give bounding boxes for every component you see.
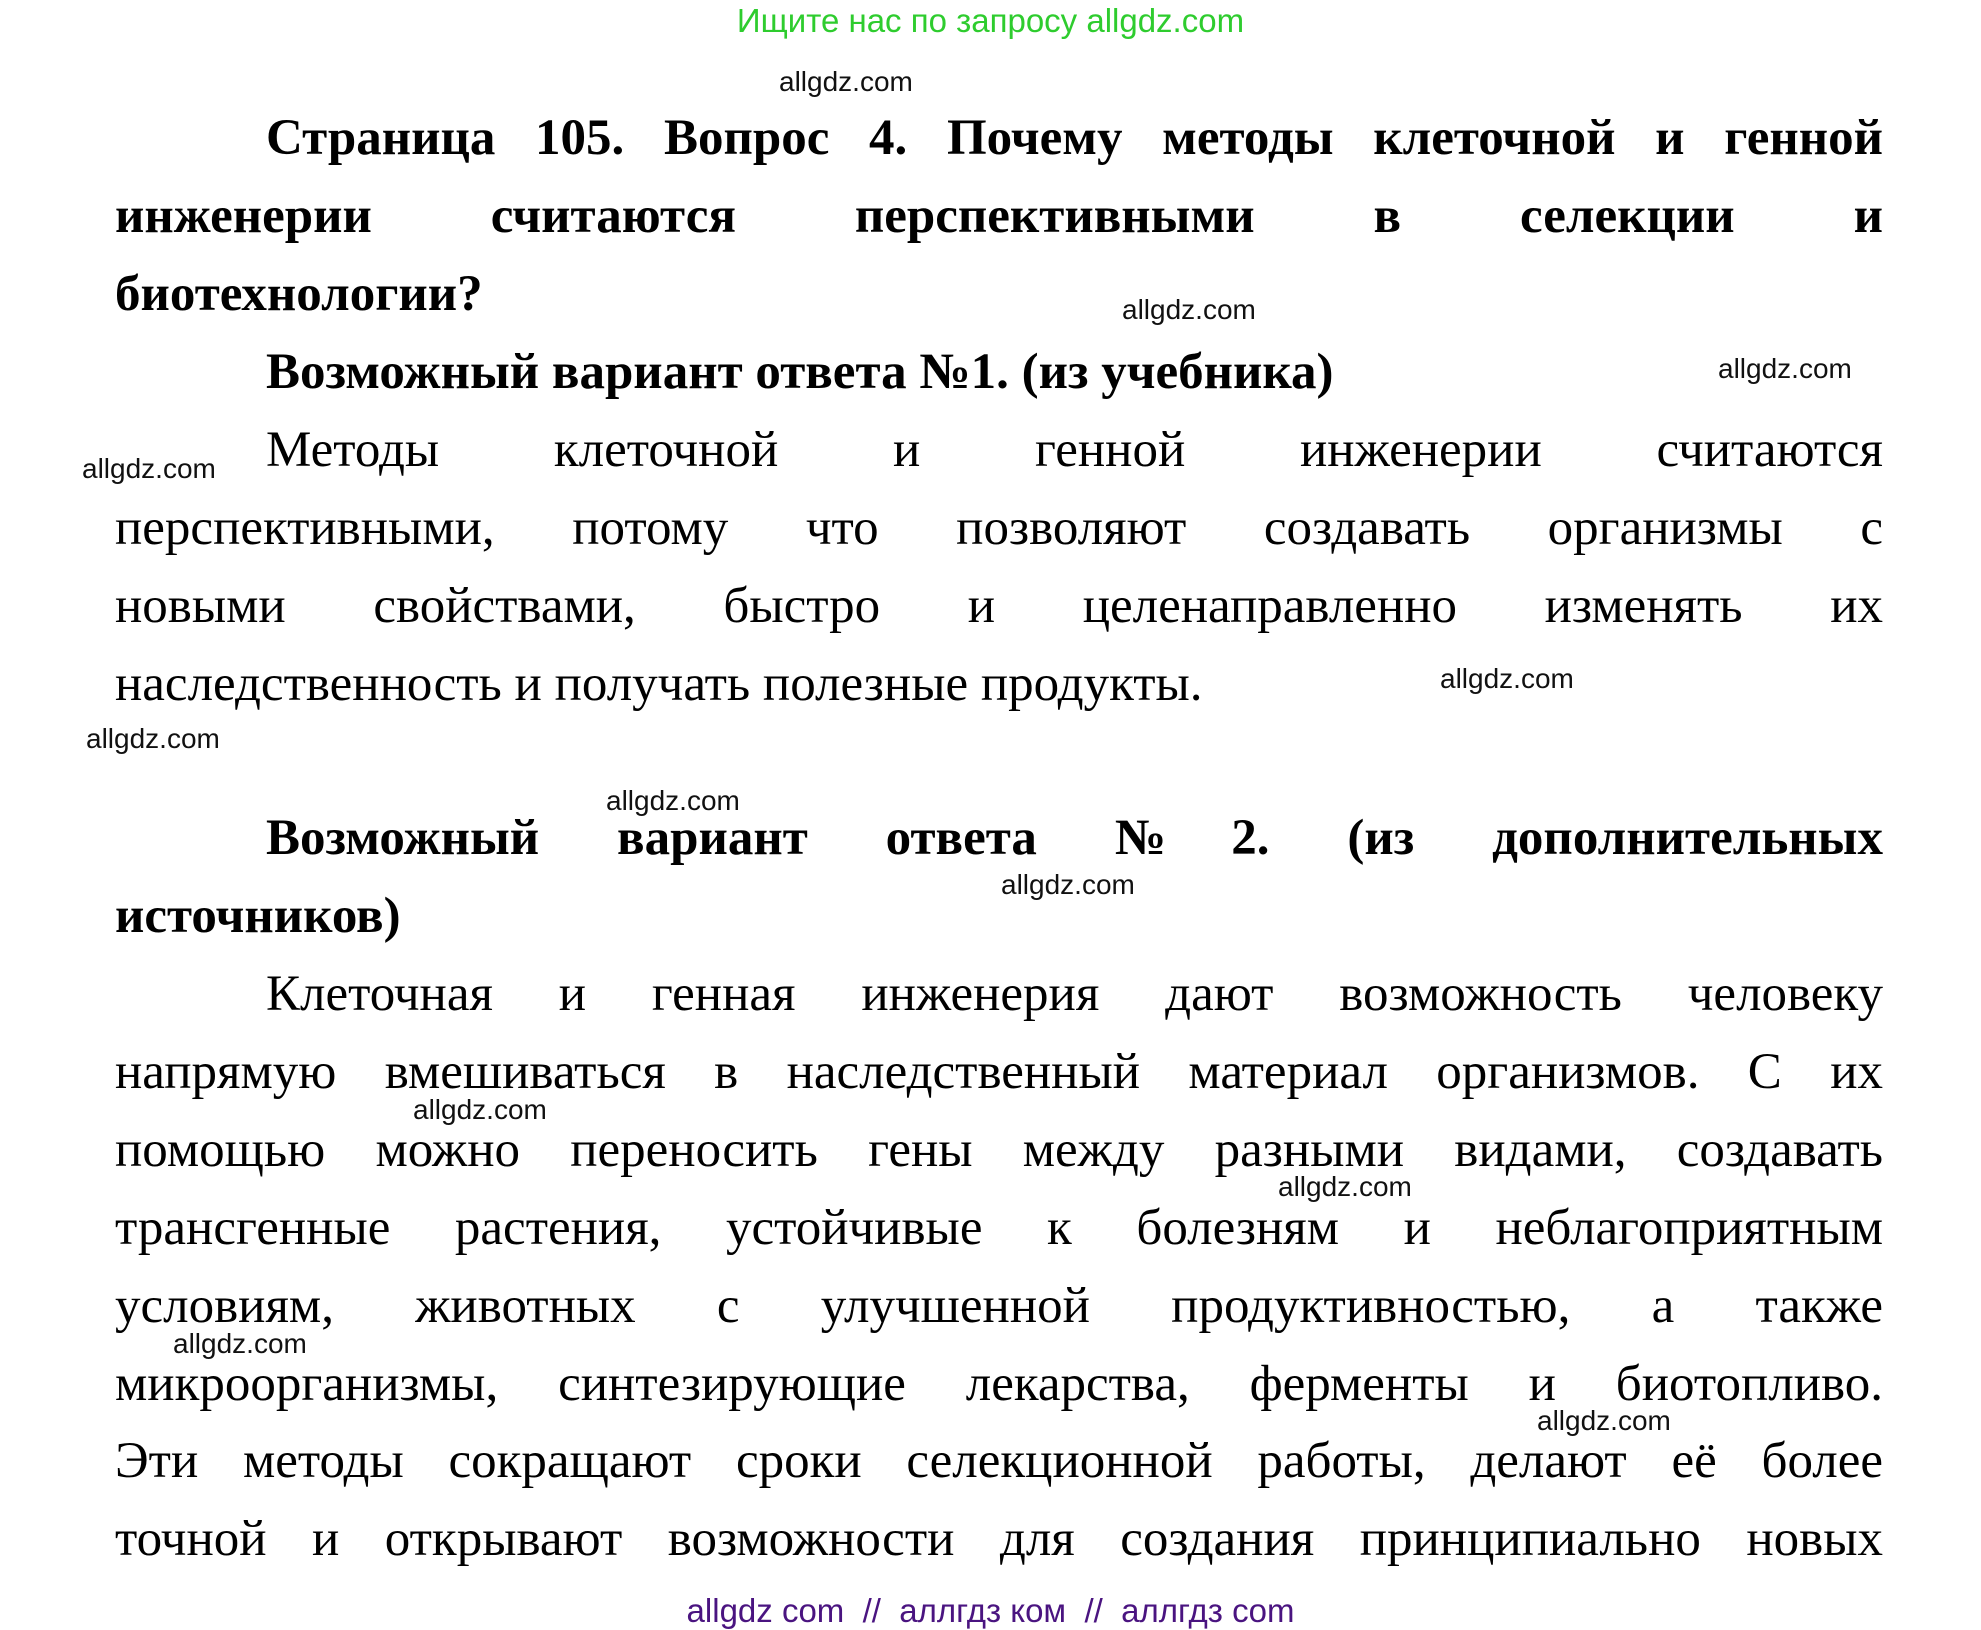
question-title-line: Страница 105. Вопрос 4. Почему методы клеточной и генной: [266, 110, 1883, 166]
watermark: allgdz.com: [1537, 1405, 1671, 1436]
answer-2-line: трансгенные растения, устойчивые к болезням и неблагоприятным: [115, 1200, 1883, 1256]
watermark: allgdz.com: [606, 785, 740, 816]
watermark: allgdz.com: [1122, 294, 1256, 325]
answer-2-line: микроорганизмы, синтезирующие лекарства, ферменты и биотопливо.: [115, 1356, 1883, 1412]
watermark: allgdz.com: [779, 66, 913, 97]
answer-2-line: точной и открывают возможности для создания принципиально новых: [115, 1511, 1883, 1567]
answer-1-line: перспективными, потому что позволяют создавать организмы с: [115, 500, 1883, 556]
watermark: allgdz.com: [1278, 1171, 1412, 1202]
answer-1-line: Методы клеточной и генной инженерии считаются: [266, 422, 1883, 478]
watermark: allgdz.com: [82, 453, 216, 484]
watermark: allgdz.com: [86, 723, 220, 754]
watermark: allgdz.com: [1718, 353, 1852, 384]
watermark: allgdz.com: [1440, 663, 1574, 694]
answer-1-line: наследственность и получать полезные продукты.: [115, 656, 1203, 712]
watermark: allgdz.com: [173, 1328, 307, 1359]
answer-2-line: Клеточная и генная инженерия дают возможность человеку: [266, 966, 1883, 1022]
answer-2-line: напрямую вмешиваться в наследственный материал организмов. С их: [115, 1044, 1883, 1100]
footer-watermark: allgdz com // аллгдз ком // аллгдз com: [686, 1592, 1295, 1629]
watermark: allgdz.com: [1001, 869, 1135, 900]
answer-2-line: Эти методы сокращают сроки селекционной работы, делают её более: [115, 1433, 1883, 1489]
question-title-line: биотехнологии?: [115, 266, 483, 322]
answer-2-title: Возможный вариант ответа №2. (из дополнительных: [266, 810, 1883, 866]
answer-2-line: помощью можно переносить гены между разными видами, создавать: [115, 1122, 1883, 1178]
search-hint-header: Ищите нас по запросу allgdz.com: [736, 2, 1245, 39]
question-title-line: инженерии считаются перспективными в селекции и: [115, 188, 1883, 244]
answer-1-line: новыми свойствами, быстро и целенаправленно изменять их: [115, 578, 1883, 634]
watermark: allgdz.com: [413, 1094, 547, 1125]
answer-1-title: Возможный вариант ответа №1. (из учебника): [266, 344, 1334, 400]
answer-2-title: источников): [115, 888, 401, 944]
answer-2-line: условиям, животных с улучшенной продуктивностью, а также: [115, 1278, 1883, 1334]
